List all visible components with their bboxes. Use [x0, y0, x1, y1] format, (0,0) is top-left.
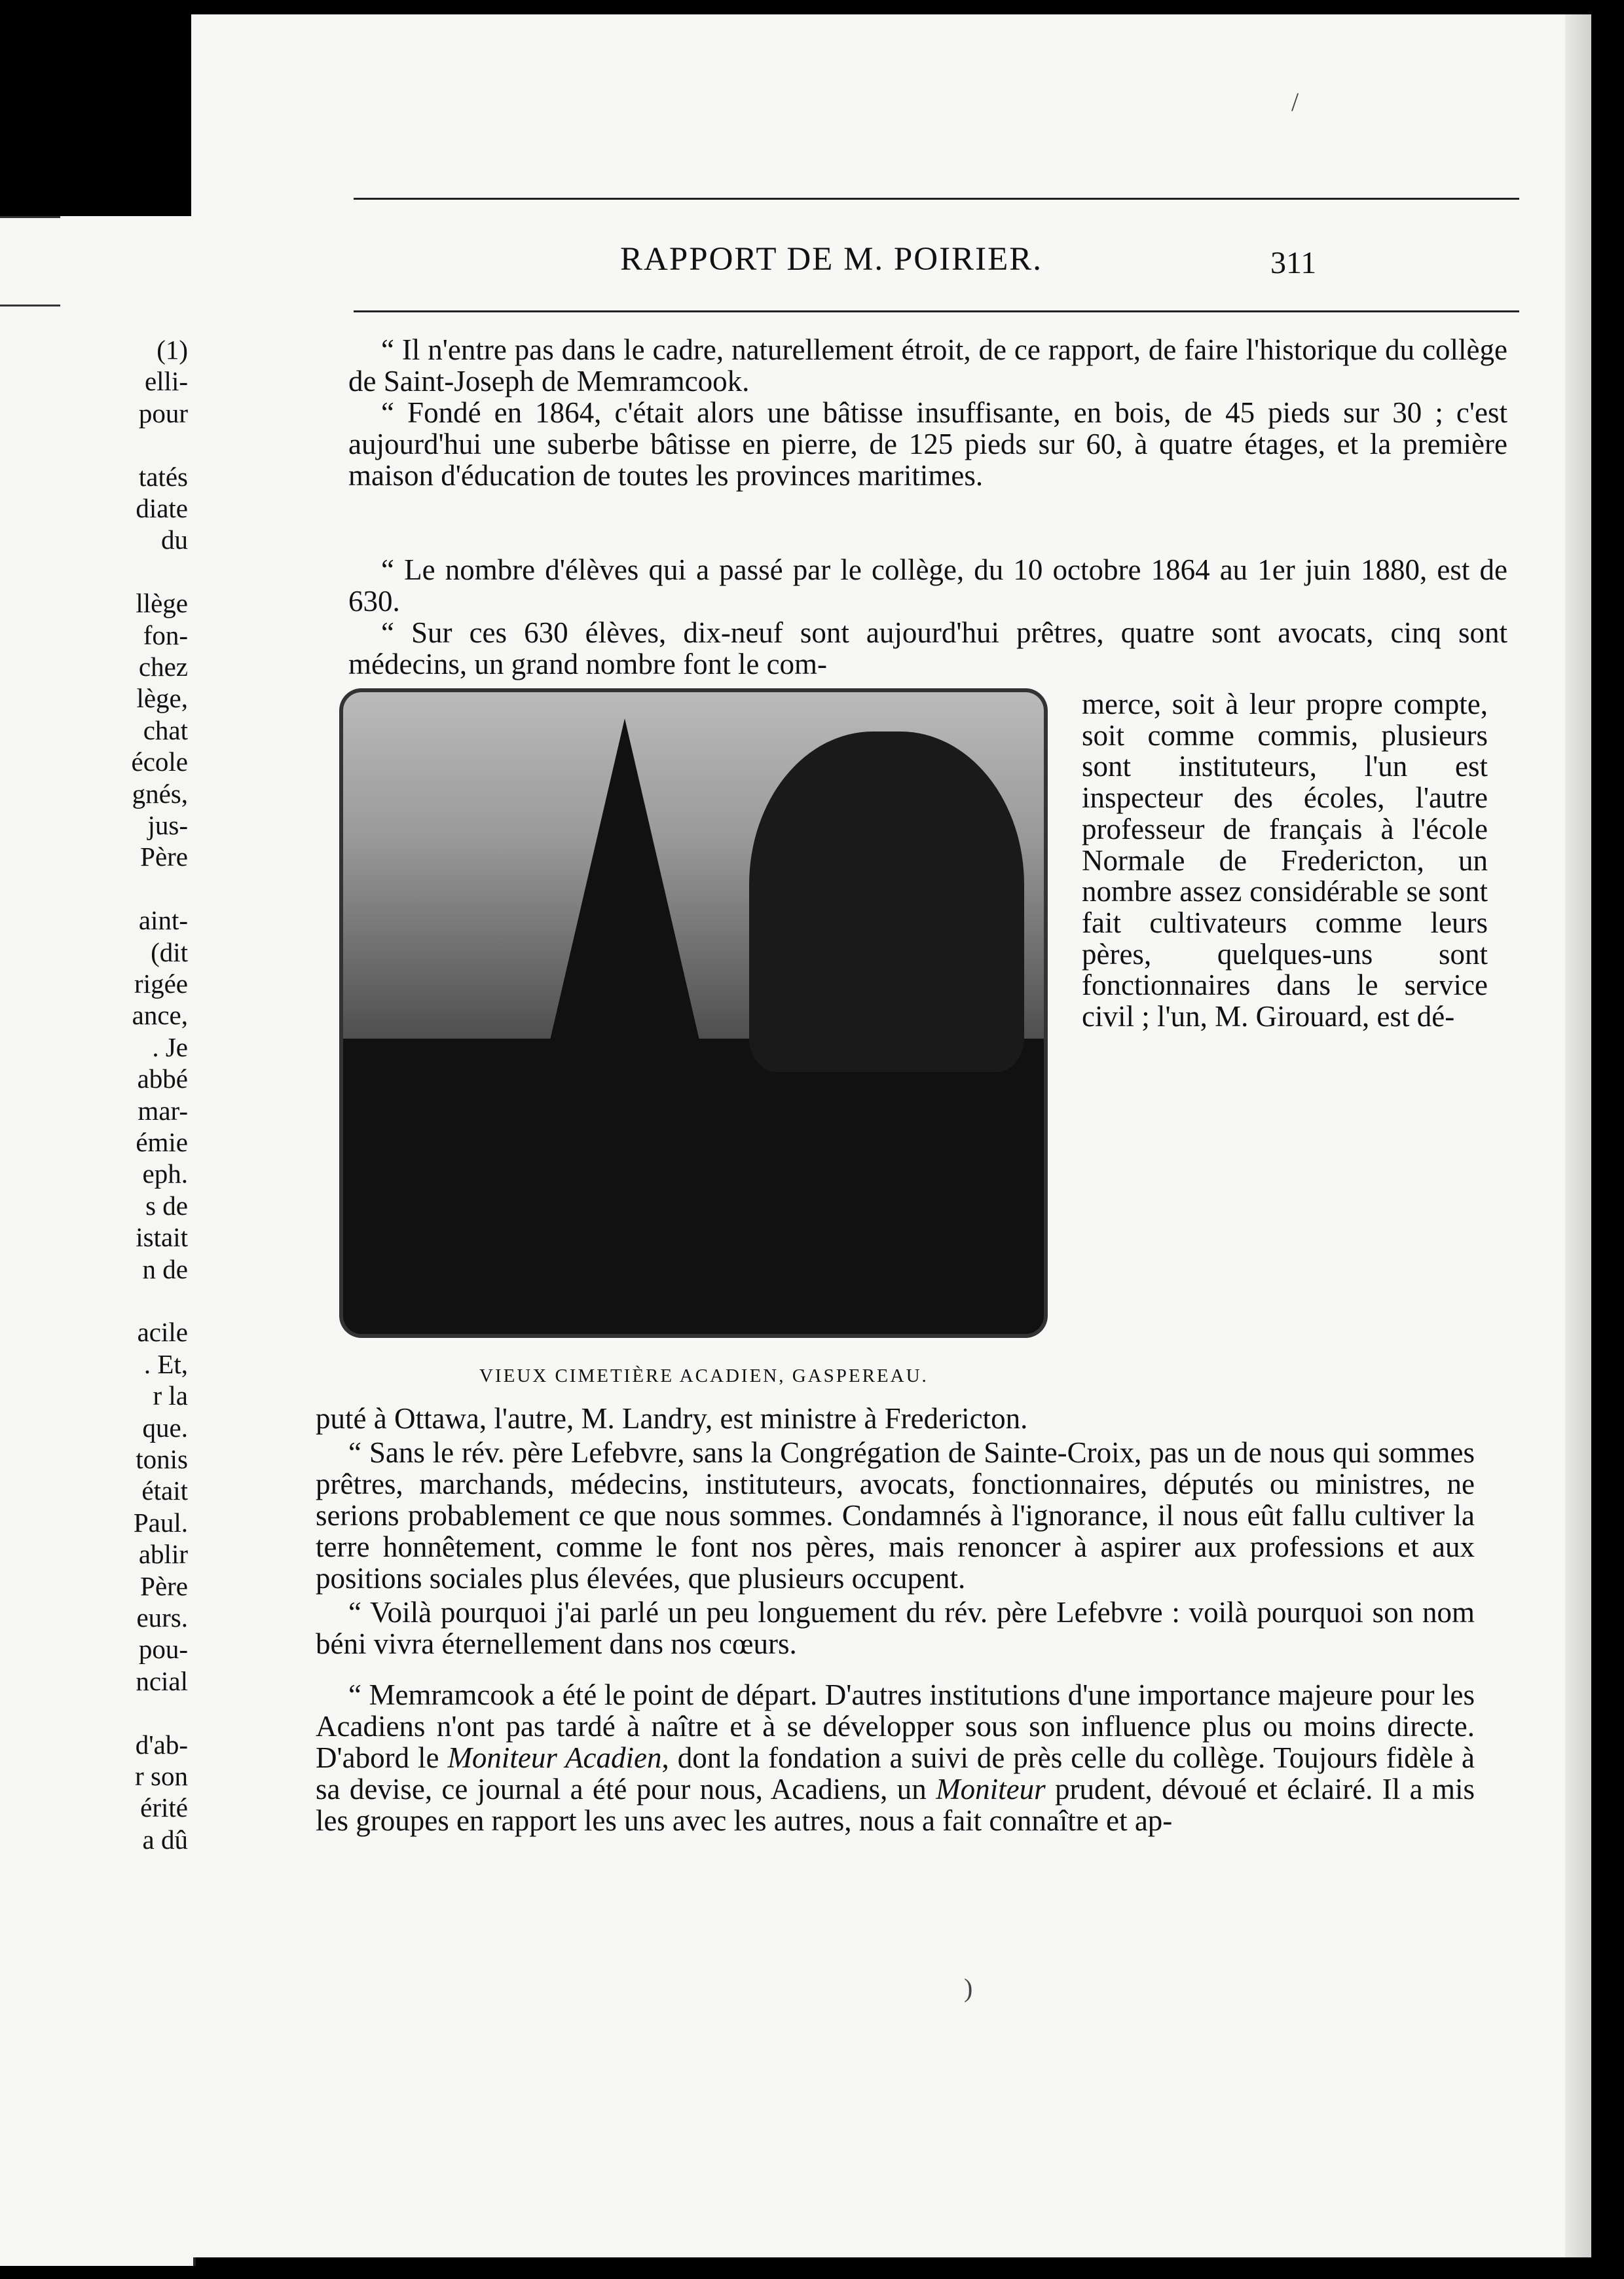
newspaper-short-title: Moniteur — [936, 1773, 1046, 1806]
lower-text-block — [316, 1403, 1475, 1836]
fragment-line: aint- — [138, 905, 188, 936]
fragment-line: (1) — [157, 335, 188, 365]
fragment-line: pour — [138, 398, 188, 428]
fragment-line: tonis — [136, 1444, 188, 1474]
fragment-line: (dit — [151, 936, 188, 967]
fragment-line: ablir — [138, 1539, 188, 1570]
paragraph-7-mid: , dont la fondation a suivi de près celle du collège. Toujours fidèle à sa devise, ce journal a été pour nous, Acadiens, un — [316, 1741, 1475, 1806]
fragment-line: école — [131, 747, 188, 777]
paragraph-6: “ Voilà pourquoi j'ai parlé un peu longuement du rév. père Lefebvre : voilà pourquoi son nom béni vivra éternellement dans nos cœurs. — [316, 1596, 1475, 1660]
fragment-line: fon- — [143, 620, 188, 650]
paragraph-5: “ Sans le rév. père Lefebvre, sans la Congrégation de Sainte-Croix, pas un de nous qui sommes prêtres, marchands, médecins, instituteurs, avocats, fonctionnaires, députés ou ministres, ne serions probablement ce que nous sommes. Condamnés à l'ignorance, il nous eût fallu cultiver la terre honnêtement, comme le font nos pères, mais renoncer à aspirer aux professions et aux positions sociales plus élevées, que plusieurs occupent. — [316, 1436, 1475, 1595]
fragment-line: llège — [136, 588, 188, 619]
fragment-line: a dû — [142, 1824, 188, 1855]
fragment-line: eurs. — [136, 1603, 188, 1633]
newspaper-title: Moniteur Acadien — [447, 1741, 662, 1774]
header-rule-bottom — [354, 310, 1519, 312]
fragment-line: ncial — [136, 1665, 188, 1696]
photo-tree — [540, 718, 710, 1085]
fragment-line: émie — [136, 1127, 188, 1157]
main-page — [191, 14, 1591, 2257]
paragraph-2: “ Fondé en 1864, c'était alors une bâtisse insuffisante, en bois, de 45 pieds sur 30 ; c'est aujourd'hui une suberbe bâtisse en pierre, de 125 pieds sur 60, à quatre étages, et la première maison d'éducation de toutes les provinces maritimes. — [348, 396, 1507, 492]
ink-mark-icon: ) — [964, 1973, 973, 2003]
fragment-line: ance, — [132, 1000, 188, 1031]
fragment-line: que. — [142, 1412, 188, 1443]
paragraph-7-start: “ Memramcook a été le point de départ. D'autres institutions d'une importance majeure pour les Acadiens n'ont pas tardé à naître et à se développer sous son influence plus ou moins directe. D'abord le — [316, 1678, 1475, 1774]
photo-tree-dark — [749, 732, 1024, 1072]
fragment-line: était — [141, 1475, 188, 1506]
pencil-mark-icon: / — [1291, 87, 1299, 117]
cemetery-photograph — [343, 692, 1044, 1334]
fragment-line: elli- — [144, 366, 188, 397]
fragment-line: Père — [140, 842, 188, 872]
fragment-line: chat — [143, 714, 188, 745]
left-page-fragment — [0, 216, 196, 2266]
fragment-line: Paul. — [133, 1507, 188, 1538]
paragraph-4: “ Sur ces 630 élèves, dix-neuf sont aujourd'hui prêtres, quatre sont avocats, cinq sont médecins, un grand nombre font le com- — [348, 616, 1507, 680]
fragment-line: r la — [153, 1380, 188, 1411]
paragraph-3: “ Le nombre d'élèves qui a passé par le collège, du 10 octobre 1864 au 1er juin 1880, est de 630. — [348, 553, 1507, 618]
paragraph-4-end: puté à Ottawa, l'autre, M. Landry, est ministre à Fredericton. — [316, 1402, 1028, 1435]
fragment-rule-top — [0, 216, 60, 218]
paragraph-7 — [316, 1679, 1475, 1836]
fragment-line: érité — [140, 1792, 188, 1823]
fragment-line: istait — [136, 1222, 188, 1253]
fragment-line: . Et, — [143, 1348, 188, 1379]
fragment-line: du — [161, 525, 188, 555]
page-number: 311 — [1270, 246, 1317, 280]
paragraph-4-wrap: merce, soit à leur propre compte, soit comme commis, plusieurs sont instituteurs, l'un est inspecteur des écoles, l'autre professeur de français à l'école Normale de Fredericton, un nombre assez considérable se sont fait cultivateurs comme leurs pères, quelques-uns sont fonctionnaires dans le service civil ; l'un, M. Girouard, est dé- — [1082, 688, 1488, 1033]
paragraph-7-end: prudent, dévoué et éclairé. Il a mis les groupes en rapport les uns avec les autres, nous a fait connaître et ap- — [316, 1773, 1475, 1837]
fragment-line: rigée — [134, 969, 188, 999]
running-head: RAPPORT DE M. POIRIER. — [620, 241, 1043, 278]
fragment-line: . Je — [152, 1031, 188, 1062]
page-edge — [1565, 14, 1591, 2257]
paragraph-1: “ Il n'entre pas dans le cadre, naturellement étroit, de ce rapport, de faire l'historique du collège de Saint-Joseph de Memramcook. — [348, 333, 1507, 398]
fragment-line: chez — [138, 652, 188, 682]
fragment-line: abbé — [137, 1064, 188, 1094]
fragment-line: s de — [145, 1190, 188, 1221]
fragment-line: lège, — [136, 683, 188, 714]
header-rule-top — [354, 198, 1519, 200]
fragment-line: diate — [136, 493, 188, 523]
fragment-line: jus- — [147, 810, 188, 840]
fragment-rule-bottom — [0, 305, 60, 306]
fragment-line: gnés, — [132, 778, 188, 809]
fragment-line: acile — [137, 1317, 188, 1348]
fragment-line: tatés — [138, 461, 188, 492]
fragment-line: r son — [135, 1761, 188, 1791]
figure-caption: VIEUX CIMETIÈRE ACADIEN, GASPEREAU. — [479, 1365, 929, 1386]
fragment-line: Père — [140, 1570, 188, 1601]
fragment-line: d'ab- — [135, 1729, 188, 1760]
fragment-line: n de — [142, 1253, 188, 1284]
fragment-line: mar- — [138, 1095, 188, 1126]
fragment-line: eph. — [142, 1158, 188, 1189]
fragment-line: pou- — [138, 1634, 188, 1665]
